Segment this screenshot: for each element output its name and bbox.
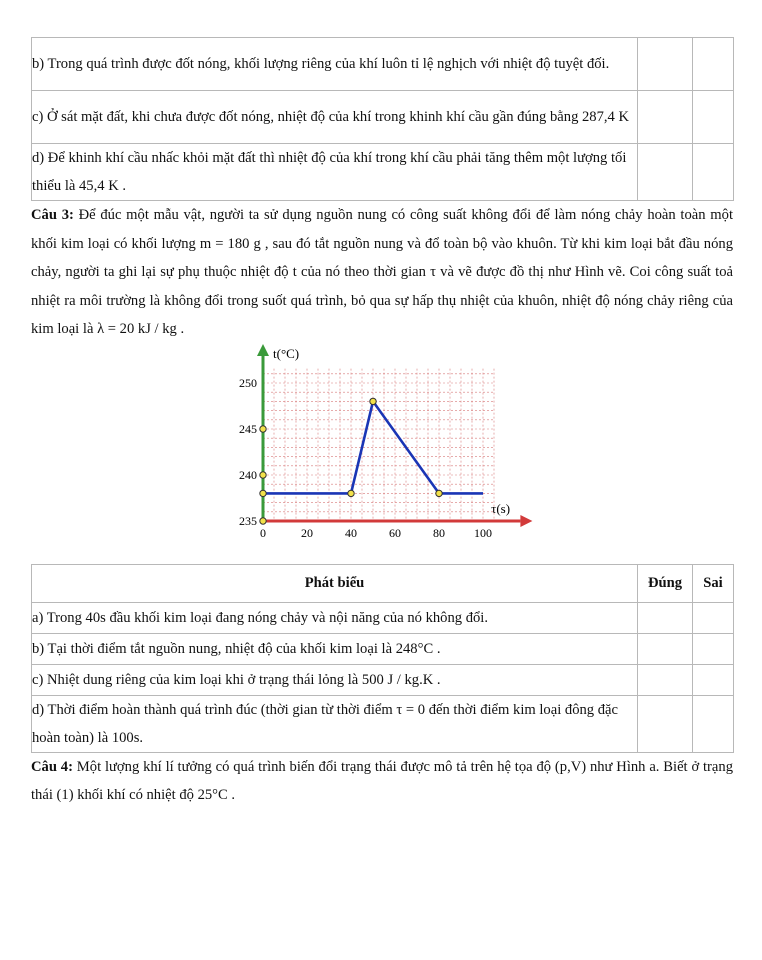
x-tick-label: 20 xyxy=(301,525,313,540)
true-cell[interactable] xyxy=(638,38,693,91)
table-row xyxy=(32,144,734,201)
statement-text: c) Nhiệt dung riêng của kim loại khi ở trạng thái lỏng là 500 J / kg.K . xyxy=(32,664,638,695)
x-tick-label: 100 xyxy=(474,525,492,540)
statement-text: c) Ở sát mặt đất, khi chưa được đốt nóng, nhiệt độ của khí trong khinh khí cầu gần đúng bằng 287,4 K xyxy=(32,91,638,144)
x-tick-label: 40 xyxy=(345,525,357,540)
false-cell[interactable] xyxy=(693,144,734,201)
page-content xyxy=(31,37,733,810)
question-4 xyxy=(31,753,733,810)
y-axis-label: t(°C) xyxy=(273,345,300,361)
table-row xyxy=(32,633,734,664)
header-false: Sai xyxy=(693,564,734,602)
y-tick-label: 240 xyxy=(239,467,257,482)
true-cell[interactable] xyxy=(638,633,693,664)
question-3 xyxy=(31,201,733,344)
y-tick-label: 250 xyxy=(239,375,257,390)
y-tick-label: 245 xyxy=(239,421,257,436)
x-tick-label: 80 xyxy=(433,525,445,540)
x-axis-arrow xyxy=(520,515,532,527)
question-label: Câu 3: xyxy=(31,207,74,223)
question-label: Câu 4: xyxy=(31,758,73,775)
chart-svg xyxy=(31,344,733,564)
statement-table-q3 xyxy=(31,564,734,753)
data-point-marker xyxy=(260,517,266,523)
x-tick-label: 0 xyxy=(260,525,266,540)
false-cell[interactable] xyxy=(693,633,734,664)
false-cell[interactable] xyxy=(693,695,734,752)
statement-text: b) Trong quá trình được đốt nóng, khối lượng riêng của khí luôn tỉ lệ nghịch với nhiệt độ tuyệt đối. xyxy=(32,38,638,91)
question-text: Một lượng khí lí tưởng có quá trình biến đổi trạng thái được mô tả trên hệ tọa độ (p,V) như Hình a. Biết ở trạng thái (1) khối khí có nhiệt độ 25°C . xyxy=(31,758,733,803)
true-cell[interactable] xyxy=(638,144,693,201)
data-point-marker xyxy=(436,490,442,496)
table-row xyxy=(32,602,734,633)
data-point-marker xyxy=(348,490,354,496)
data-point-marker xyxy=(260,490,266,496)
header-true: Đúng xyxy=(638,564,693,602)
table-row xyxy=(32,664,734,695)
statement-text: d) Thời điểm hoàn thành quá trình đúc (thời gian từ thời điểm τ = 0 đến thời điểm kim loại đông đặc hoàn toàn) là 100s. xyxy=(32,695,638,752)
statement-text: a) Trong 40s đầu khối kim loại đang nóng chảy và nội năng của nó không đổi. xyxy=(32,602,638,633)
y-axis-arrow xyxy=(257,344,269,356)
true-cell[interactable] xyxy=(638,695,693,752)
false-cell[interactable] xyxy=(693,91,734,144)
table-header-row xyxy=(32,564,734,602)
question-text: Để đúc một mẫu vật, người ta sử dụng nguồn nung có công suất không đổi để làm nóng chảy hoàn toàn một khối kim loại có khối lượng m = 180 g , sau đó tắt nguồn nung và đổ toàn bộ vào khuôn. Từ khi kim loại bắt đầu nóng chảy, người ta ghi lại sự phụ thuộc nhiệt độ t của nó theo thời gian τ và vẽ được đồ thị như Hình vẽ. Coi công suất toả nhiệt ra môi trường là không đổi trong suốt quá trình, bỏ qua sự hấp thụ nhiệt của khuôn, nhiệt độ nóng chảy riêng của kim loại là λ = 20 kJ / kg . xyxy=(31,207,733,337)
false-cell[interactable] xyxy=(693,664,734,695)
table-row xyxy=(32,91,734,144)
x-tick-label: 60 xyxy=(389,525,401,540)
false-cell[interactable] xyxy=(693,602,734,633)
temperature-time-chart xyxy=(31,344,733,564)
true-cell[interactable] xyxy=(638,91,693,144)
statement-table-q2 xyxy=(31,37,734,201)
false-cell[interactable] xyxy=(693,38,734,91)
statement-text: b) Tại thời điểm tắt nguồn nung, nhiệt độ của khối kim loại là 248°C . xyxy=(32,633,638,664)
statement-text: d) Để khinh khí cầu nhấc khỏi mặt đất thì nhiệt độ của khí trong khí cầu phải tăng thêm một lượng tối thiểu là 45,4 K . xyxy=(32,144,638,201)
data-point-marker xyxy=(370,398,376,404)
table-row xyxy=(32,38,734,91)
y-tick-label: 235 xyxy=(239,513,257,528)
x-axis-label: τ(s) xyxy=(491,500,511,516)
true-cell[interactable] xyxy=(638,664,693,695)
data-point-marker xyxy=(260,425,266,431)
data-point-marker xyxy=(260,471,266,477)
table-row xyxy=(32,695,734,752)
true-cell[interactable] xyxy=(638,602,693,633)
header-statement: Phát biểu xyxy=(32,564,638,602)
